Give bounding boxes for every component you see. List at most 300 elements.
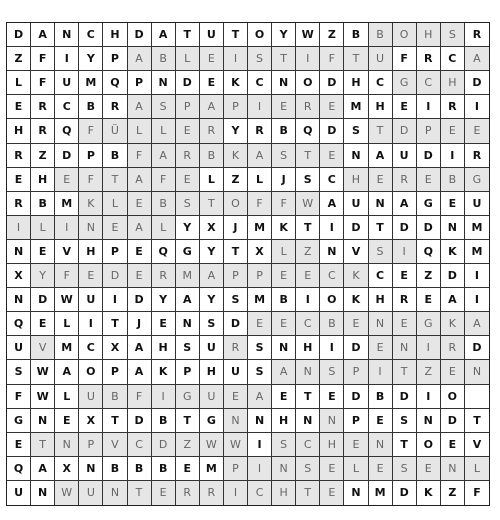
grid-cell[interactable]: Y	[31, 264, 55, 288]
grid-cell[interactable]: F	[31, 71, 55, 95]
grid-cell[interactable]: B	[79, 95, 103, 119]
grid-cell[interactable]: C	[296, 433, 320, 457]
grid-cell[interactable]: T	[224, 240, 248, 264]
grid-cell[interactable]: I	[248, 457, 272, 481]
grid-cell[interactable]: H	[272, 409, 296, 433]
grid-cell[interactable]: Q	[152, 240, 176, 264]
grid-cell[interactable]: Z	[7, 47, 31, 71]
grid-cell[interactable]: L	[103, 192, 127, 216]
grid-cell[interactable]: T	[393, 433, 417, 457]
grid-cell[interactable]: D	[7, 23, 31, 47]
grid-cell[interactable]: I	[441, 144, 465, 168]
grid-cell[interactable]: M	[55, 336, 79, 360]
grid-cell[interactable]: E	[369, 336, 393, 360]
grid-cell[interactable]: A	[272, 360, 296, 384]
grid-cell[interactable]: H	[417, 23, 441, 47]
grid-cell[interactable]: W	[296, 23, 320, 47]
grid-cell[interactable]: Y	[176, 216, 200, 240]
grid-cell[interactable]: Q	[7, 457, 31, 481]
grid-cell[interactable]: D	[320, 119, 344, 143]
grid-cell[interactable]: E	[55, 409, 79, 433]
grid-cell[interactable]: S	[393, 409, 417, 433]
grid-cell[interactable]: P	[103, 360, 127, 384]
grid-cell[interactable]: Z	[176, 433, 200, 457]
grid-cell[interactable]: P	[176, 95, 200, 119]
grid-cell[interactable]: A	[248, 385, 272, 409]
grid-cell[interactable]: T	[176, 23, 200, 47]
grid-cell[interactable]: I	[224, 47, 248, 71]
grid-cell[interactable]: E	[441, 360, 465, 384]
grid-cell[interactable]: D	[344, 216, 368, 240]
grid-cell[interactable]: R	[200, 481, 224, 505]
grid-cell[interactable]: U	[7, 336, 31, 360]
grid-cell[interactable]: B	[152, 457, 176, 481]
grid-cell[interactable]: E	[296, 264, 320, 288]
grid-cell[interactable]: E	[248, 312, 272, 336]
grid-cell[interactable]: I	[248, 433, 272, 457]
grid-cell[interactable]: R	[103, 95, 127, 119]
grid-cell[interactable]: N	[31, 409, 55, 433]
grid-cell[interactable]: N	[55, 433, 79, 457]
grid-cell[interactable]: R	[465, 23, 489, 47]
grid-cell[interactable]: P	[103, 240, 127, 264]
grid-cell[interactable]: D	[344, 336, 368, 360]
grid-cell[interactable]: J	[224, 216, 248, 240]
grid-cell[interactable]: I	[224, 481, 248, 505]
grid-cell[interactable]: U	[200, 23, 224, 47]
grid-cell[interactable]: D	[441, 264, 465, 288]
grid-cell[interactable]: N	[7, 288, 31, 312]
grid-cell[interactable]: E	[31, 240, 55, 264]
grid-cell[interactable]: I	[55, 216, 79, 240]
grid-cell[interactable]: E	[272, 264, 296, 288]
grid-cell[interactable]: H	[31, 168, 55, 192]
grid-cell[interactable]: B	[152, 409, 176, 433]
grid-cell[interactable]: T	[103, 168, 127, 192]
grid-cell[interactable]: U	[200, 336, 224, 360]
grid-cell[interactable]: W	[31, 385, 55, 409]
grid-cell[interactable]: N	[31, 481, 55, 505]
grid-cell[interactable]: N	[79, 216, 103, 240]
grid-cell[interactable]: B	[369, 23, 393, 47]
grid-cell[interactable]: A	[128, 216, 152, 240]
grid-cell[interactable]: Z	[320, 23, 344, 47]
grid-cell[interactable]: H	[296, 336, 320, 360]
grid-cell[interactable]: K	[441, 240, 465, 264]
grid-cell[interactable]: A	[176, 288, 200, 312]
grid-cell[interactable]: E	[465, 119, 489, 143]
grid-cell[interactable]: R	[441, 95, 465, 119]
grid-cell[interactable]: T	[296, 481, 320, 505]
grid-cell[interactable]: N	[369, 433, 393, 457]
grid-cell[interactable]: T	[176, 409, 200, 433]
grid-cell[interactable]: T	[296, 385, 320, 409]
grid-cell[interactable]: E	[7, 95, 31, 119]
grid-cell[interactable]: S	[176, 336, 200, 360]
grid-cell[interactable]: S	[176, 192, 200, 216]
grid-cell[interactable]: N	[272, 457, 296, 481]
grid-cell[interactable]: D	[320, 71, 344, 95]
grid-cell[interactable]: K	[224, 71, 248, 95]
grid-cell[interactable]: H	[344, 71, 368, 95]
grid-cell[interactable]: I	[320, 336, 344, 360]
grid-cell[interactable]: E	[320, 457, 344, 481]
grid-cell[interactable]: U	[79, 385, 103, 409]
grid-cell[interactable]: Ü	[103, 119, 127, 143]
grid-cell[interactable]: T	[344, 47, 368, 71]
grid-cell[interactable]: B	[103, 457, 127, 481]
grid-cell[interactable]: V	[465, 433, 489, 457]
grid-cell[interactable]: G	[7, 409, 31, 433]
grid-cell[interactable]: E	[320, 481, 344, 505]
grid-cell[interactable]: I	[417, 95, 441, 119]
grid-cell[interactable]: P	[103, 47, 127, 71]
grid-cell[interactable]: M	[248, 288, 272, 312]
grid-cell[interactable]: I	[296, 47, 320, 71]
grid-cell[interactable]: A	[320, 192, 344, 216]
grid-cell[interactable]: S	[393, 457, 417, 481]
grid-cell[interactable]: U	[200, 385, 224, 409]
grid-cell[interactable]: O	[320, 288, 344, 312]
grid-cell[interactable]: I	[465, 95, 489, 119]
grid-cell[interactable]: K	[441, 312, 465, 336]
grid-cell[interactable]: E	[176, 457, 200, 481]
grid-cell[interactable]: G	[465, 168, 489, 192]
grid-cell[interactable]: G	[200, 409, 224, 433]
grid-cell[interactable]: A	[55, 360, 79, 384]
grid-cell[interactable]: D	[128, 288, 152, 312]
grid-cell[interactable]: W	[55, 481, 79, 505]
grid-cell[interactable]: E	[7, 433, 31, 457]
grid-cell[interactable]: I	[103, 288, 127, 312]
grid-cell[interactable]: N	[103, 481, 127, 505]
grid-cell[interactable]: A	[441, 288, 465, 312]
grid-cell[interactable]: E	[417, 457, 441, 481]
grid-cell[interactable]: P	[344, 409, 368, 433]
grid-cell[interactable]: T	[369, 119, 393, 143]
grid-cell[interactable]: P	[224, 264, 248, 288]
grid-cell[interactable]: M	[344, 95, 368, 119]
grid-cell[interactable]: N	[79, 457, 103, 481]
grid-cell[interactable]: C	[320, 168, 344, 192]
grid-cell[interactable]: K	[417, 481, 441, 505]
grid-cell[interactable]: I	[417, 385, 441, 409]
grid-cell[interactable]: M	[248, 216, 272, 240]
grid-cell[interactable]: X	[103, 336, 127, 360]
grid-cell[interactable]: E	[344, 433, 368, 457]
grid-cell[interactable]: A	[369, 144, 393, 168]
grid-cell[interactable]: B	[103, 144, 127, 168]
grid-cell[interactable]: W	[200, 433, 224, 457]
grid-cell[interactable]: N	[7, 240, 31, 264]
grid-cell[interactable]: N	[272, 71, 296, 95]
grid-cell[interactable]: R	[31, 119, 55, 143]
grid-cell[interactable]: T	[200, 192, 224, 216]
grid-cell[interactable]: E	[441, 192, 465, 216]
grid-cell[interactable]: E	[393, 312, 417, 336]
grid-cell[interactable]: H	[320, 433, 344, 457]
grid-cell[interactable]: R	[31, 95, 55, 119]
grid-cell[interactable]: M	[79, 71, 103, 95]
grid-cell[interactable]: B	[152, 47, 176, 71]
grid-cell[interactable]: F	[152, 168, 176, 192]
grid-cell[interactable]: T	[31, 433, 55, 457]
grid-cell[interactable]: P	[176, 360, 200, 384]
grid-cell[interactable]: D	[176, 71, 200, 95]
grid-cell[interactable]: D	[393, 216, 417, 240]
grid-cell[interactable]: H	[7, 119, 31, 143]
grid-cell[interactable]: P	[128, 71, 152, 95]
grid-cell[interactable]: A	[393, 192, 417, 216]
grid-cell[interactable]: A	[200, 95, 224, 119]
grid-cell[interactable]: R	[296, 95, 320, 119]
grid-cell[interactable]: X	[79, 409, 103, 433]
grid-cell[interactable]: K	[152, 360, 176, 384]
grid-cell[interactable]: L	[55, 312, 79, 336]
grid-cell[interactable]: S	[272, 144, 296, 168]
grid-cell[interactable]: E	[393, 264, 417, 288]
grid-cell[interactable]: D	[128, 23, 152, 47]
grid-cell[interactable]: Z	[417, 264, 441, 288]
grid-cell[interactable]: E	[176, 119, 200, 143]
grid-cell[interactable]: T	[272, 47, 296, 71]
grid-cell[interactable]: A	[31, 457, 55, 481]
grid-cell[interactable]: Z	[31, 144, 55, 168]
grid-cell[interactable]: W	[31, 360, 55, 384]
grid-cell[interactable]: D	[55, 144, 79, 168]
grid-cell[interactable]: P	[417, 119, 441, 143]
grid-cell[interactable]: I	[7, 216, 31, 240]
grid-cell[interactable]: N	[272, 336, 296, 360]
grid-cell[interactable]: E	[272, 312, 296, 336]
grid-cell[interactable]: S	[296, 168, 320, 192]
grid-cell[interactable]: F	[248, 192, 272, 216]
grid-cell[interactable]: H	[369, 95, 393, 119]
grid-cell[interactable]: E	[103, 216, 127, 240]
grid-cell[interactable]: Y	[272, 23, 296, 47]
grid-cell[interactable]: E	[417, 168, 441, 192]
grid-cell[interactable]: G	[176, 240, 200, 264]
grid-cell[interactable]: F	[473, 486, 481, 500]
grid-cell[interactable]	[465, 385, 489, 409]
grid-cell[interactable]: H	[272, 481, 296, 505]
grid-cell[interactable]: C	[79, 23, 103, 47]
grid-cell[interactable]: B	[31, 192, 55, 216]
grid-cell[interactable]: A	[128, 168, 152, 192]
grid-cell[interactable]: D	[417, 216, 441, 240]
grid-cell[interactable]: S	[200, 312, 224, 336]
grid-cell[interactable]: A	[128, 95, 152, 119]
grid-cell[interactable]: C	[55, 95, 79, 119]
grid-cell[interactable]: G	[393, 71, 417, 95]
grid-cell[interactable]: R	[393, 168, 417, 192]
grid-cell[interactable]: T	[103, 409, 127, 433]
grid-cell[interactable]: E	[369, 168, 393, 192]
grid-cell[interactable]: F	[79, 168, 103, 192]
grid-cell[interactable]: Y	[200, 240, 224, 264]
grid-cell[interactable]: O	[393, 23, 417, 47]
grid-cell[interactable]: W	[224, 433, 248, 457]
grid-cell[interactable]: B	[320, 312, 344, 336]
grid-cell[interactable]: L	[248, 168, 272, 192]
grid-cell[interactable]: C	[441, 47, 465, 71]
grid-cell[interactable]: E	[128, 240, 152, 264]
grid-cell[interactable]: R	[224, 336, 248, 360]
grid-cell[interactable]: D	[465, 71, 489, 95]
grid-cell[interactable]: X	[200, 216, 224, 240]
grid-cell[interactable]: B	[128, 457, 152, 481]
grid-cell[interactable]: D	[393, 385, 417, 409]
grid-cell[interactable]: L	[200, 168, 224, 192]
grid-cell[interactable]: E	[441, 119, 465, 143]
grid-cell[interactable]: A	[152, 23, 176, 47]
grid-cell[interactable]: Y	[152, 288, 176, 312]
grid-cell[interactable]: E	[128, 264, 152, 288]
grid-cell[interactable]: L	[152, 216, 176, 240]
grid-cell[interactable]: E	[344, 312, 368, 336]
grid-cell[interactable]: R	[441, 336, 465, 360]
grid-cell[interactable]: C	[369, 264, 393, 288]
grid-cell[interactable]: E	[272, 95, 296, 119]
grid-cell[interactable]: E	[224, 385, 248, 409]
grid-cell[interactable]: I	[320, 216, 344, 240]
grid-cell[interactable]: I	[465, 288, 489, 312]
grid-cell[interactable]: H	[103, 23, 127, 47]
grid-cell[interactable]: B	[103, 385, 127, 409]
grid-cell[interactable]: D	[224, 312, 248, 336]
grid-cell[interactable]: B	[272, 288, 296, 312]
grid-cell[interactable]: E	[200, 47, 224, 71]
grid-cell[interactable]: I	[369, 360, 393, 384]
grid-cell[interactable]: F	[272, 192, 296, 216]
grid-cell[interactable]: E	[320, 385, 344, 409]
grid-cell[interactable]: V	[344, 240, 368, 264]
grid-cell[interactable]: D	[393, 481, 417, 505]
grid-cell[interactable]: O	[417, 433, 441, 457]
grid-cell[interactable]: I	[465, 264, 489, 288]
grid-cell[interactable]: Q	[296, 119, 320, 143]
grid-cell[interactable]: C	[296, 312, 320, 336]
grid-cell[interactable]: S	[224, 288, 248, 312]
grid-cell[interactable]: U	[344, 192, 368, 216]
grid-cell[interactable]: U	[393, 144, 417, 168]
grid-cell[interactable]: N	[393, 336, 417, 360]
grid-cell[interactable]: Z	[224, 168, 248, 192]
grid-cell[interactable]: T	[465, 409, 489, 433]
grid-cell[interactable]: L	[176, 47, 200, 71]
grid-cell[interactable]: A	[31, 23, 55, 47]
grid-cell[interactable]: D	[393, 119, 417, 143]
grid-cell[interactable]: V	[31, 336, 55, 360]
grid-cell[interactable]: Y	[79, 47, 103, 71]
grid-cell[interactable]: L	[128, 119, 152, 143]
grid-cell[interactable]: T	[103, 312, 127, 336]
grid-cell[interactable]: E	[152, 481, 176, 505]
grid-cell[interactable]: S	[344, 119, 368, 143]
grid-cell[interactable]: F	[55, 264, 79, 288]
grid-cell[interactable]: E	[272, 385, 296, 409]
grid-cell[interactable]: C	[79, 336, 103, 360]
grid-cell[interactable]: N	[465, 360, 489, 384]
grid-cell[interactable]: A	[465, 312, 489, 336]
grid-cell[interactable]: S	[7, 360, 31, 384]
grid-cell[interactable]: A	[128, 360, 152, 384]
grid-cell[interactable]: D	[128, 409, 152, 433]
grid-cell[interactable]: B	[441, 168, 465, 192]
grid-cell[interactable]: R	[417, 47, 441, 71]
grid-cell[interactable]: V	[55, 240, 79, 264]
grid-cell[interactable]: I	[393, 240, 417, 264]
grid-cell[interactable]: S	[441, 23, 465, 47]
grid-cell[interactable]: O	[79, 360, 103, 384]
grid-cell[interactable]: E	[200, 71, 224, 95]
grid-cell[interactable]: E	[393, 95, 417, 119]
grid-cell[interactable]: D	[103, 264, 127, 288]
grid-cell[interactable]: W	[55, 288, 79, 312]
grid-cell[interactable]: I	[417, 336, 441, 360]
grid-cell[interactable]: E	[320, 144, 344, 168]
grid-cell[interactable]: Y	[200, 288, 224, 312]
grid-cell[interactable]: D	[344, 385, 368, 409]
grid-cell[interactable]: D	[465, 336, 489, 360]
grid-cell[interactable]: O	[441, 385, 465, 409]
grid-cell[interactable]: K	[344, 264, 368, 288]
grid-cell[interactable]: S	[248, 47, 272, 71]
grid-cell[interactable]: E	[55, 168, 79, 192]
grid-cell[interactable]: A	[128, 47, 152, 71]
grid-cell[interactable]: F	[79, 119, 103, 143]
grid-cell[interactable]: E	[7, 168, 31, 192]
grid-cell[interactable]: C	[248, 481, 272, 505]
grid-cell[interactable]: L	[465, 457, 489, 481]
grid-cell[interactable]: Y	[224, 119, 248, 143]
grid-cell[interactable]: V	[103, 433, 127, 457]
grid-cell[interactable]: N	[55, 23, 79, 47]
grid-cell[interactable]: S	[248, 336, 272, 360]
grid-cell[interactable]: N	[224, 409, 248, 433]
grid-cell[interactable]: R	[393, 288, 417, 312]
grid-cell[interactable]: L	[55, 385, 79, 409]
grid-cell[interactable]: L	[31, 216, 55, 240]
grid-cell[interactable]: D	[441, 409, 465, 433]
grid-cell[interactable]: M	[369, 481, 393, 505]
grid-cell[interactable]: R	[7, 144, 31, 168]
grid-cell[interactable]: U	[369, 47, 393, 71]
grid-cell[interactable]: C	[417, 71, 441, 95]
grid-cell[interactable]: N	[441, 457, 465, 481]
grid-cell[interactable]: N	[441, 216, 465, 240]
grid-cell[interactable]: Z	[296, 240, 320, 264]
grid-cell[interactable]: H	[79, 240, 103, 264]
grid-cell[interactable]: Q	[7, 312, 31, 336]
grid-cell[interactable]: R	[176, 481, 200, 505]
grid-cell[interactable]: N	[344, 144, 368, 168]
grid-cell[interactable]: A	[248, 144, 272, 168]
grid-cell[interactable]: M	[465, 240, 489, 264]
grid-cell[interactable]: S	[248, 360, 272, 384]
grid-cell[interactable]: A	[200, 264, 224, 288]
grid-cell[interactable]: I	[248, 95, 272, 119]
grid-cell[interactable]: Q	[103, 71, 127, 95]
grid-cell[interactable]: T	[128, 481, 152, 505]
grid-cell[interactable]: L	[7, 71, 31, 95]
grid-cell[interactable]: N	[320, 240, 344, 264]
grid-cell[interactable]: J	[128, 312, 152, 336]
grid-cell[interactable]: B	[152, 192, 176, 216]
grid-cell[interactable]: H	[152, 336, 176, 360]
grid-cell[interactable]: N	[320, 409, 344, 433]
grid-cell[interactable]: F	[393, 47, 417, 71]
